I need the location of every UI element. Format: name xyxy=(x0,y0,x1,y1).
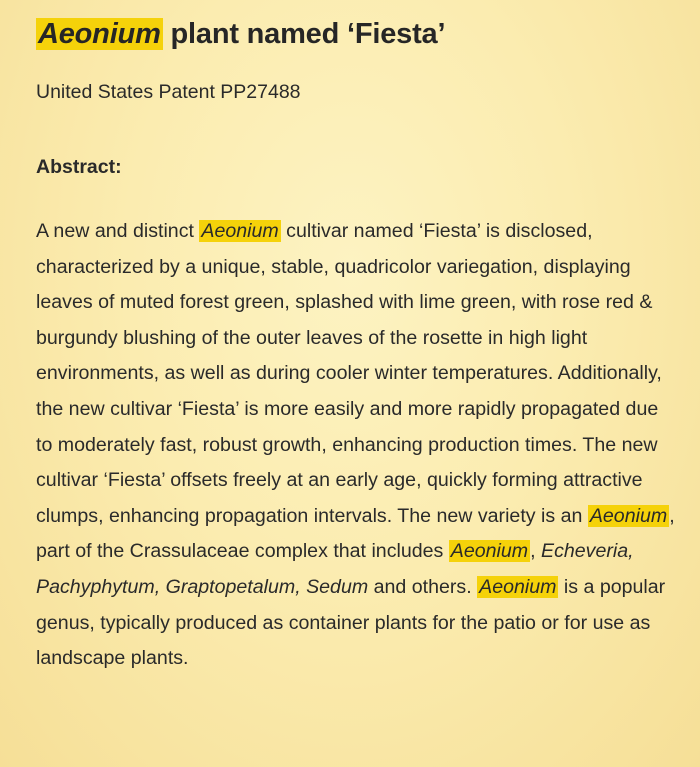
abstract-body xyxy=(36,214,676,677)
abstract-heading: Abstract: xyxy=(36,156,122,178)
abstract-highlight-4: Aeonium xyxy=(479,575,557,598)
title-highlight: Aeonium xyxy=(38,18,161,50)
abstract-text-2: cultivar named ‘Fiesta’ is disclosed, characterized by a unique, stable, quadricolor variegation, displaying leaves of muted forest green, splashed with lime green, with rose red & burgundy blushing of the outer leaves of the rosette in high light environments, as well as during cooler winter temperatures. Additionally, the new cultivar ‘Fiesta’ is more easily and more rapidly propagated due to moderately fast, robust growth, enhancing production times. The new cultivar ‘Fiesta’ offsets freely at an early age, quickly forming attractive clumps, enhancing propagation intervals. The new variety is an xyxy=(36,220,662,527)
abstract-text-5: and others. xyxy=(368,575,478,598)
abstract-highlight-1: Aeonium xyxy=(201,220,279,242)
abstract-highlight-2: Aeonium xyxy=(589,504,668,527)
title-rest: plant named ‘Fiesta’ xyxy=(162,18,446,50)
abstract-text-4: , xyxy=(530,540,542,563)
patent-number: United States Patent PP27488 xyxy=(36,81,301,103)
page-title xyxy=(36,12,666,56)
patent-page xyxy=(36,12,675,670)
abstract-genera: Echeveria, Pachyphytum, Graptopetalum, Sedum xyxy=(36,540,634,598)
abstract-text-3: , part of the Crassulaceae complex that includes xyxy=(36,504,675,563)
abstract-text-1: A new and distinct xyxy=(36,220,200,242)
abstract-highlight-3: Aeonium xyxy=(450,540,529,563)
abstract-text-6: is a popular genus, typically produced as container plants for the patio or for use as landscape plants. xyxy=(36,575,666,670)
